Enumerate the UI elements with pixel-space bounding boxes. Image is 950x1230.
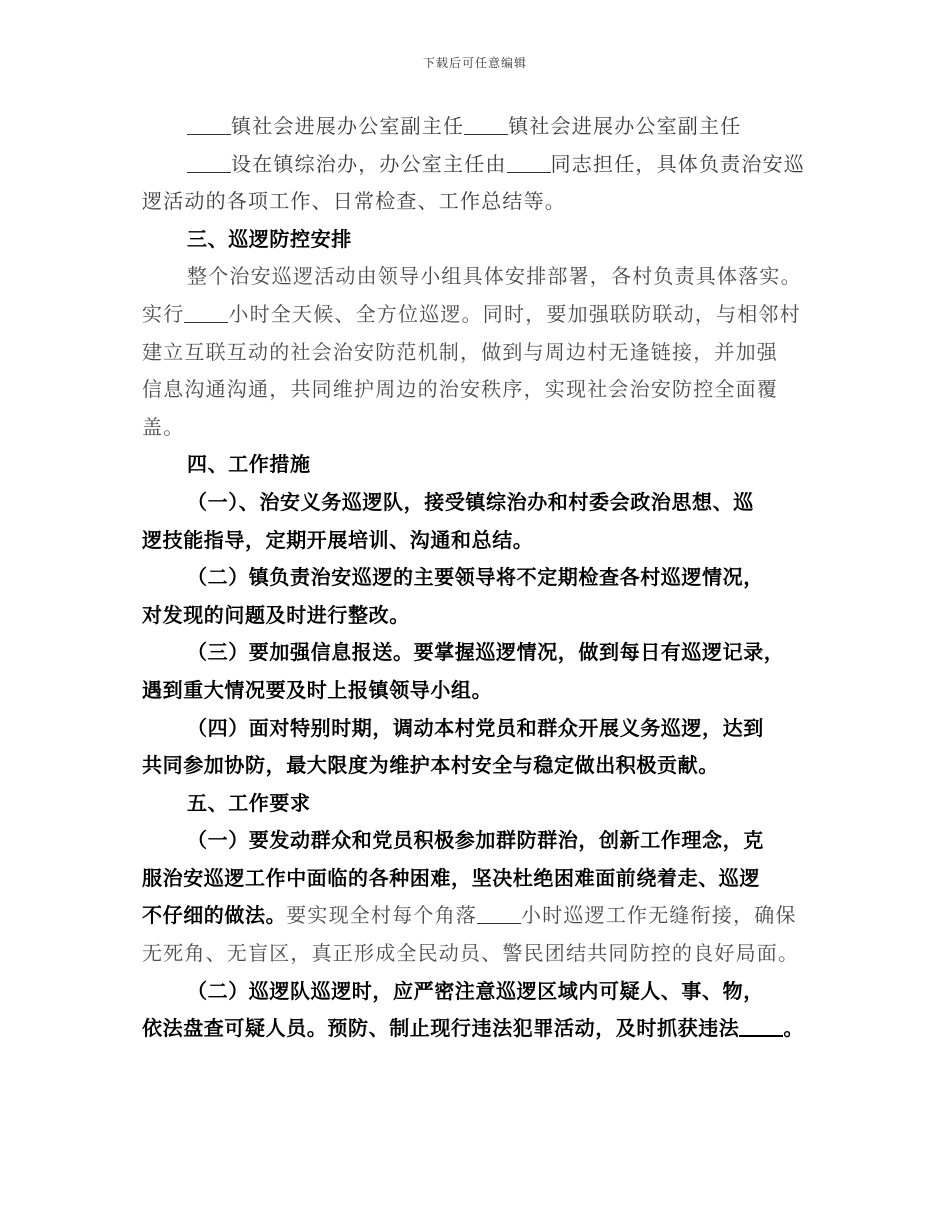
paragraph-line: 对发现的问题及时进行整改。 bbox=[142, 602, 410, 627]
text-segment: 设在镇综治办，办公室主任由 bbox=[231, 151, 507, 176]
paragraph-line: 信息沟通沟通，共同维护周边的治安秩序，实现社会治安防控全面覆 bbox=[142, 377, 778, 402]
text-segment: 同志担任，具体负责治安巡 bbox=[550, 151, 806, 176]
paragraph-line bbox=[142, 1010, 818, 1048]
fill-blank bbox=[507, 150, 551, 173]
paragraph-line: 无死角、无盲区，真正形成全民动员、警民团结共同防控的良好局面。 bbox=[142, 941, 800, 966]
text-segment: 镇社会进展办公室副主任 bbox=[508, 114, 742, 138]
text-segment: 实行 bbox=[142, 301, 185, 326]
section-heading: 四、工作措施 bbox=[187, 452, 311, 477]
fill-blank bbox=[184, 300, 228, 323]
paragraph-line: （三）要加强信息报送。要掌握巡逻情况，做到每日有巡逻记录， bbox=[187, 640, 785, 665]
text-segment: 镇社会进展办公室副主任 bbox=[231, 114, 465, 138]
fill-blank bbox=[464, 112, 508, 135]
paragraph-line: （四）面对特别时期，调动本村党员和群众开展义务巡逻，达到 bbox=[187, 715, 764, 740]
text-segment: 要实现全村每个角落 bbox=[286, 903, 478, 928]
text-segment: 依法盘查可疑人员。预防、制止现行违法犯罪活动，及时抓获违法 bbox=[142, 1016, 740, 1041]
paragraph-line: （二）巡逻队巡逻时，应严密注意巡逻区域内可疑人、事、物， bbox=[187, 978, 764, 1003]
text-segment: 。 bbox=[783, 1016, 805, 1041]
paragraph-line: 逻技能指导，定期开展培训、沟通和总结。 bbox=[142, 527, 534, 552]
page-header: 下载后可任意编辑 bbox=[422, 56, 527, 70]
section-heading: 三、巡逻防控安排 bbox=[187, 226, 352, 251]
paragraph-line: 服治安巡逻工作中面临的各种困难，坚决杜绝困难面前绕着走、巡逻 bbox=[142, 865, 760, 890]
fill-blank bbox=[187, 150, 231, 173]
paragraph-line: （一）、治安义务巡逻队，接受镇综治办和村委会政治思想、巡 bbox=[187, 489, 754, 514]
paragraph-line: 遇到重大情况要及时上报镇领导小组。 bbox=[142, 677, 493, 702]
fill-blank bbox=[477, 901, 521, 924]
paragraph-line bbox=[142, 146, 818, 184]
paragraph-line: 建立互联互动的社会治安防范机制，做到与周边村无逢链接，并加强 bbox=[142, 339, 778, 364]
document-body bbox=[142, 108, 818, 1048]
paragraph-line: （二）镇负责治安巡逻的主要领导将不定期检查各村巡逻情况， bbox=[187, 565, 764, 590]
text-segment: 小时全天候、全方位巡逻。同时，要加强联防联动，与相邻村 bbox=[228, 301, 801, 326]
fill-blank bbox=[739, 1013, 783, 1037]
fill-blank bbox=[187, 112, 231, 135]
paragraph-line bbox=[142, 108, 818, 146]
section-heading: 五、工作要求 bbox=[187, 790, 311, 815]
paragraph-line bbox=[142, 897, 818, 935]
paragraph-line bbox=[142, 296, 818, 334]
paragraph-line: 整个治安巡逻活动由领导小组具体安排部署，各村负责具体落实。 bbox=[187, 264, 802, 289]
paragraph-line: 共同参加协防，最大限度为维护本村安全与稳定做出积极贡献。 bbox=[142, 753, 719, 778]
paragraph-line: 逻活动的各项工作、日常检查、工作总结等。 bbox=[142, 189, 566, 214]
paragraph-line: （一）要发动群众和党员积极参加群防群治，创新工作理念，克 bbox=[187, 828, 764, 853]
text-segment: 不仔细的做法。 bbox=[142, 903, 287, 928]
paragraph-line: 盖。 bbox=[142, 414, 185, 439]
text-segment: 小时巡逻工作无缝衔接，确保 bbox=[521, 903, 797, 928]
